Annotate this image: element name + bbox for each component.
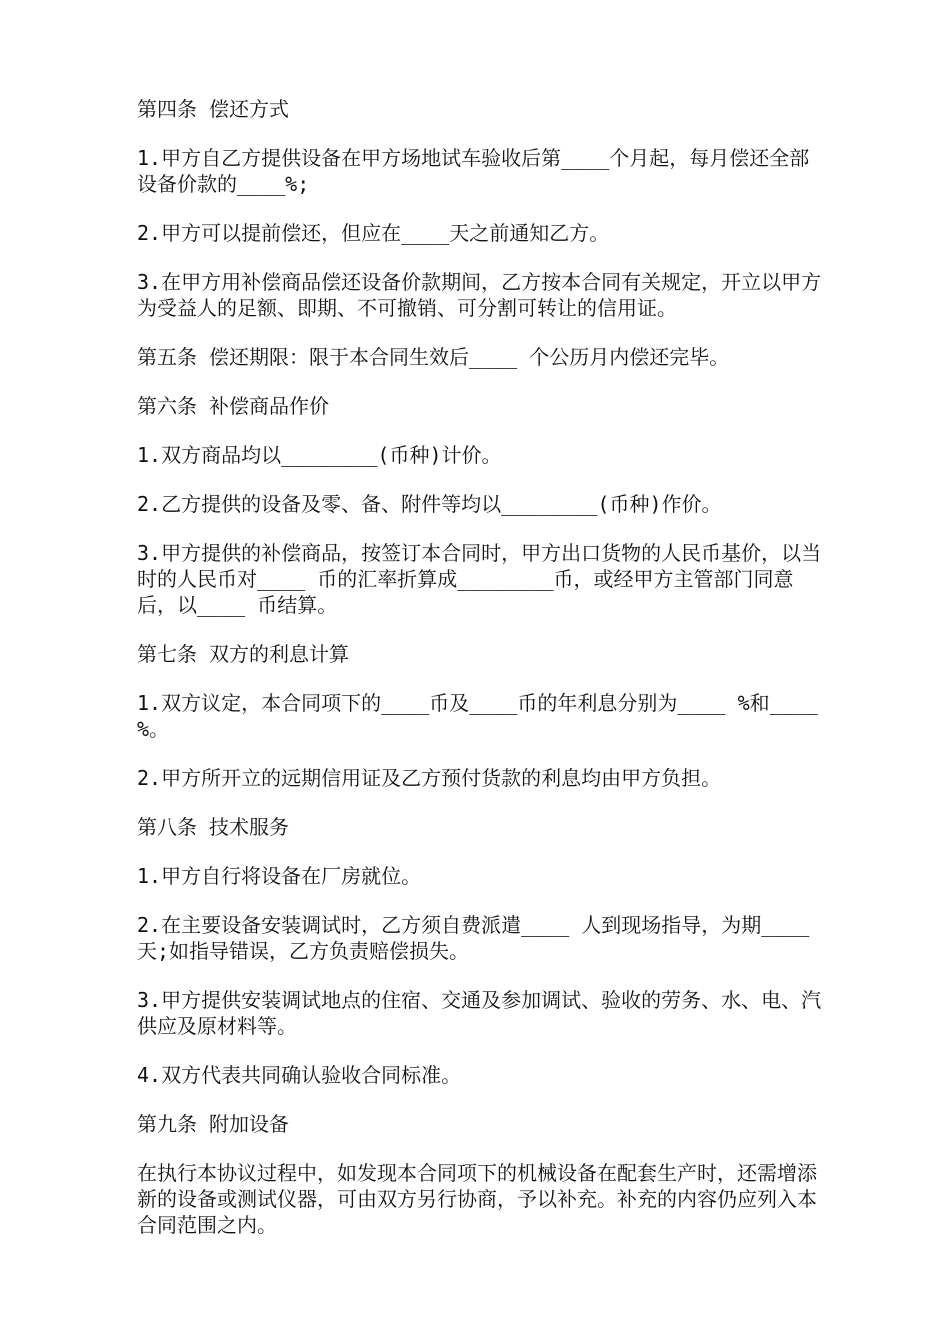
contract-page [137, 96, 830, 1261]
article-6-clause-2: 2.乙方提供的设备及零、备、附件等均以________(币种)作价。 [137, 492, 722, 516]
article-8-clause-1: 1.甲方自行将设备在厂房就位。 [137, 864, 422, 888]
article-8-heading: 第八条 技术服务 [137, 815, 290, 839]
article-7-heading: 第七条 双方的利息计算 [137, 642, 350, 666]
article-6-clause-3: 3.甲方提供的补偿商品，按签订本合同时，甲方出口货物的人民币基价，以当时的人民币对____ 币的汇率折算成________币，或经甲方主管部门同意后，以____ 币结算。 [137, 541, 822, 617]
article-4-heading: 第四条 偿还方式 [137, 97, 290, 121]
article-9-body: 在执行本协议过程中，如发现本合同项下的机械设备在配套生产时，还需增添新的设备或测试仪器，可由双方另行协商，予以补充。补充的内容仍应列入本合同范围之内。 [137, 1161, 817, 1237]
article-4-clause-2: 2.甲方可以提前偿还，但应在____天之前通知乙方。 [137, 221, 610, 245]
article-4-clause-3: 3.在甲方用补偿商品偿还设备价款期间，乙方按本合同有关规定，开立以甲方为受益人的足额、即期、不可撤销、可分割可转让的信用证。 [137, 270, 822, 320]
article-5-heading: 第五条 偿还期限：限于本合同生效后____ 个公历月内偿还完毕。 [137, 345, 730, 369]
article-9-heading: 第九条 附加设备 [137, 1112, 290, 1136]
article-8-clause-3: 3.甲方提供安装调试地点的住宿、交通及参加调试、验收的劳务、水、电、汽供应及原材料等。 [137, 988, 822, 1038]
article-4-clause-1: 1.甲方自乙方提供设备在甲方场地试车验收后第____个月起，每月偿还全部设备价款的____%; [137, 146, 810, 196]
article-7-clause-1: 1.双方议定，本合同项下的____币及____币的年利息分别为____ %和____ %。 [137, 691, 830, 741]
article-6-clause-1: 1.双方商品均以________(币种)计价。 [137, 443, 502, 467]
article-8-clause-2: 2.在主要设备安装调试时，乙方须自费派遣____ 人到现场指导，为期____天;如指导错误，乙方负责赔偿损失。 [137, 913, 810, 963]
article-7-clause-2: 2.甲方所开立的远期信用证及乙方预付货款的利息均由甲方负担。 [137, 766, 722, 790]
article-8-clause-4: 4.双方代表共同确认验收合同标准。 [137, 1063, 462, 1087]
article-6-heading: 第六条 补偿商品作价 [137, 394, 330, 418]
